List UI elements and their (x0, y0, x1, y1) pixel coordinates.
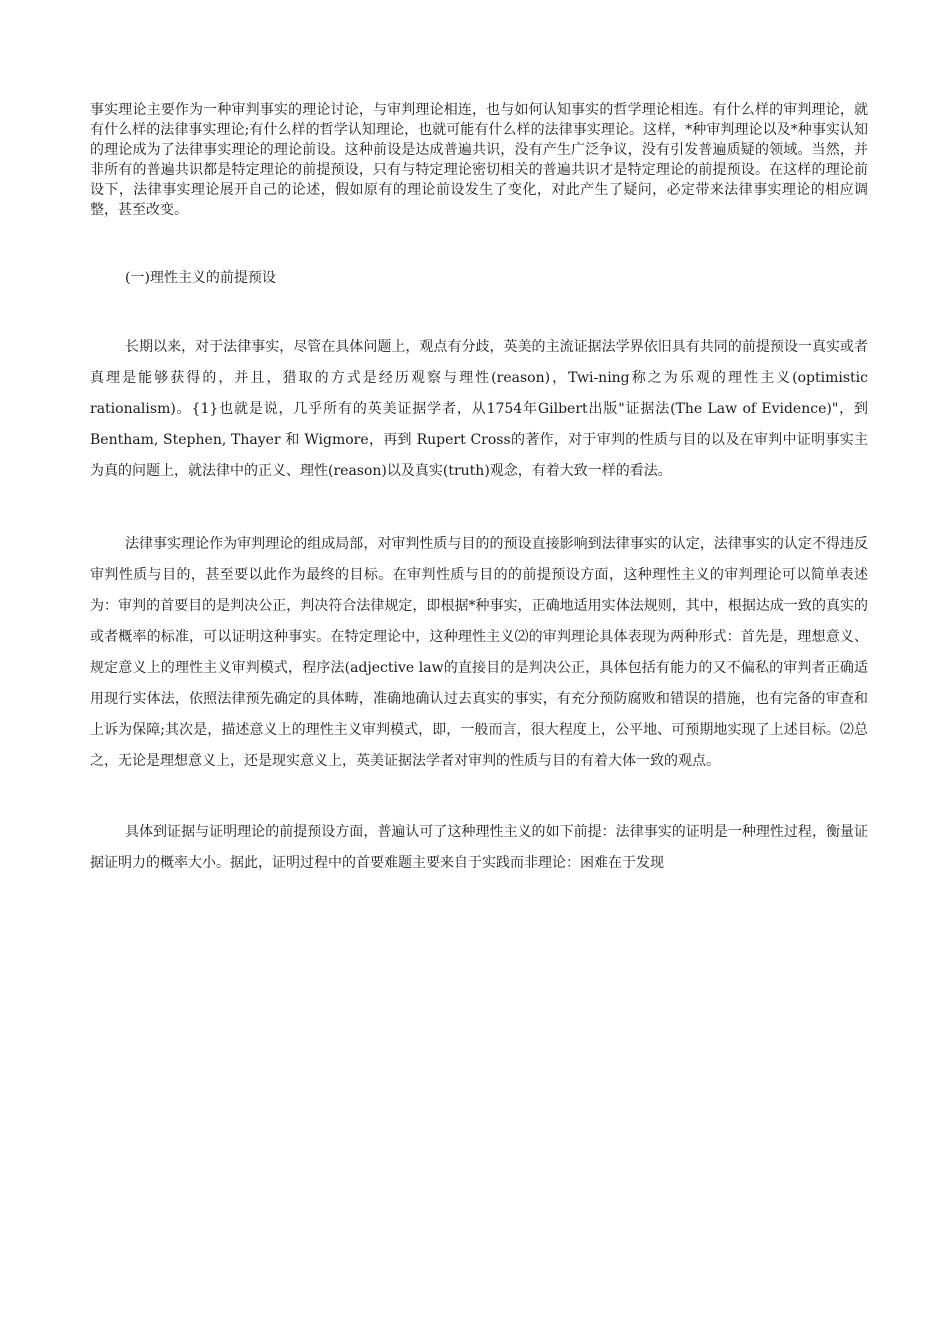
document-page (90, 100, 868, 879)
body-paragraph-3: 具体到证据与证明理论的前提预设方面，普遍认可了这种理性主义的如下前提：法律事实的证明是一种理性过程，衡量证据证明力的概率大小。据此，证明过程中的首要难题主要来自于实践而非理论：困难在于发现 (90, 824, 868, 871)
intro-paragraph: 事实理论主要作为一种审判事实的理论讨论，与审判理论相连，也与如何认知事实的哲学理论相连。有什么样的审判理论，就有什么样的法律事实理论;有什么样的哲学认知理论，也就可能有什么样的法律事实理论。这样，*种审判理论以及*种事实认知的理论成为了法律事实理论的理论前设。这种前设是达成普遍共识，没有产生广泛争议，没有引发普遍质疑的领域。当然，并非所有的普遍共识都是特定理论的前提预设，只有与特定理论密切相关的普遍共识才是特定理论的前提预设。在这样的理论前设下，法律事实理论展开自己的论述，假如原有的理论前设发生了变化，对此产生了疑问，必定带来法律事实理论的相应调整，甚至改变。 (90, 102, 868, 218)
body-paragraph-1: 长期以来，对于法律事实，尽管在具体问题上，观点有分歧，英美的主流证据法学界依旧具有共同的前提预设一真实或者真理是能够获得的，并且，猎取的方式是经历观察与理性(reason)，Twi-ning称之为乐观的理性主义(optimistic rationalism)。{1}也就是说，几乎所有的英美证据学者，从1754年Gilbert出版"证据法(The Law of Evidence)"，到 Bentham, Stephen, Thayer 和 Wigmore，再到 Rupert Cross的著作，对于审判的性质与目的以及在审判中证明事实主为真的问题上，就法律中的正义、理性(reason)以及真实(truth)观念，有着大致一样的看法。 (90, 339, 868, 479)
section-heading: (一)理性主义的前提预设 (125, 270, 276, 286)
body-paragraph-2: 法律事实理论作为审判理论的组成局部，对审判性质与目的的预设直接影响到法律事实的认定，法律事实的认定不得违反审判性质与目的，甚至要以此作为最终的目标。在审判性质与目的的前提预设方面，这种理性主义的审判理论可以简单表述为：审判的首要目的是判决公正，判决符合法律规定，即根据*种事实，正确地适用实体法规则，其中，根据达成一致的真实的或者概率的标准，可以证明这种事实。在特定理论中，这种理性主义⑵的审判理论具体表现为两种形式：首先是，理想意义、规定意义上的理性主义审判模式，程序法(adjective law的直接目的是判决公正，具体包括有能力的又不偏私的审判者正确适用现行实体法，依照法律预先确定的具体畴，准确地确认过去真实的事实，有充分预防腐败和错误的措施，也有完备的审查和上诉为保障;其次是，描述意义上的理性主义审判模式，即，一般而言，很大程度上，公平地、可预期地实现了上述目标。⑵总之，无论是理想意义上，还是现实意义上，英美证据法学者对审判的性质与目的有着大体一致的观点。 (90, 536, 868, 769)
